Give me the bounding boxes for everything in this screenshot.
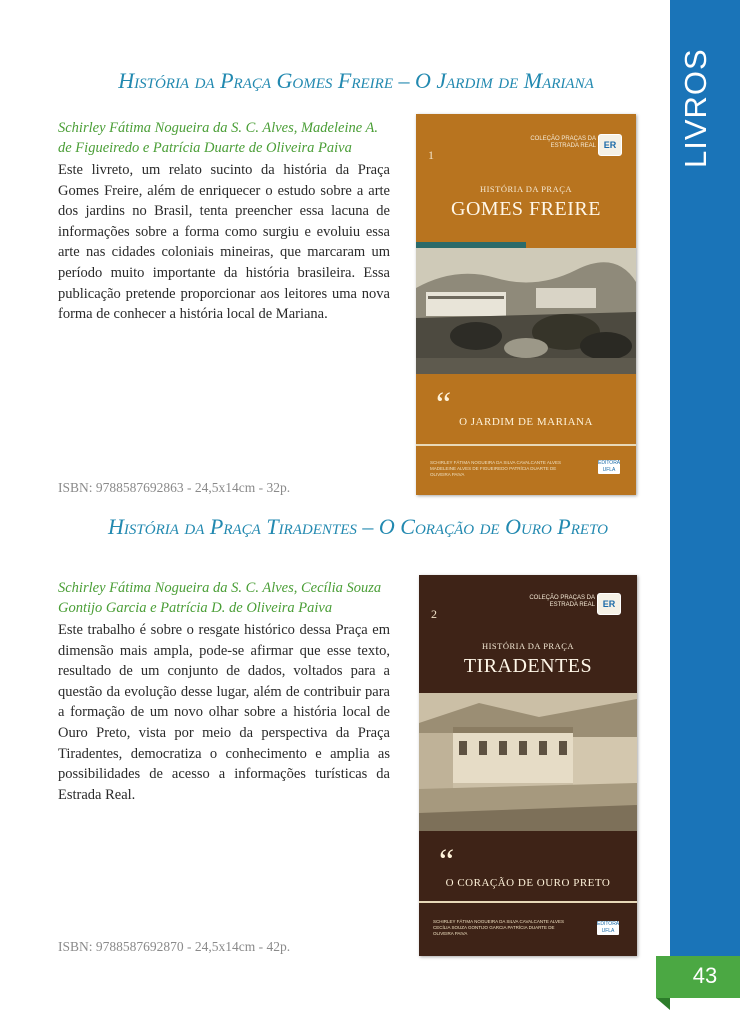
- book-1-cover: [416, 114, 636, 495]
- cover-1-rule: [416, 444, 636, 446]
- cover-2-collection: COLEÇÃO PRAÇAS DA ESTRADA REAL: [529, 595, 595, 608]
- cover-2-number: 2: [431, 607, 437, 621]
- cover-2-logo: ER: [597, 593, 621, 615]
- page-number-fold: [656, 998, 670, 1010]
- cover-1-number: 1: [428, 148, 434, 162]
- cover-2-rule: [419, 901, 637, 903]
- cover-1-logo: ER: [598, 134, 622, 156]
- cover-1-authors: SCHIRLEY FÁTIMA NOGUEIRA DA SILVA CAVALCANTE ALVES MADELEINE ALVES DE FIGUEIREDO PATRÍCIA DUARTE DE OLIVEIRA PAIVA: [430, 460, 562, 477]
- cover-1-subtitle: HISTÓRIA DA PRAÇA: [479, 184, 573, 194]
- book-2-isbn: ISBN: 9788587692870 - 24,5x14cm - 42p.: [58, 939, 291, 954]
- cover-1-collection: COLEÇÃO PRAÇAS DA ESTRADA REAL: [530, 136, 596, 149]
- book-1-isbn: ISBN: 9788587692863 - 24,5x14cm - 32p.: [58, 480, 291, 495]
- book-2-description: Este trabalho é sobre o resgate histórico dessa Praça em dimensão mais ampla, pode-se afirmar que esse texto, resultado de um conjunto de dados, voltados para a questão da evolução desse lugar, além de contribuir para a formação de um novo olhar sobre a história local de Ouro Preto, vista por meio da perspectiva da Praça Tiradentes, democratiza o conhecimento e amplia as possibilidades de acesso a informações turísticas da Estrada Real.: [58, 622, 390, 803]
- section-tab-label: LIVROS: [678, 48, 713, 168]
- cover-2-publisher: EDITORA UFLA: [597, 921, 620, 934]
- cover-2-authors: SCHIRLEY FÁTIMA NOGUEIRA DA SILVA CAVALCANTE ALVES CECÍLIA SOUZA GONTIJO GARCIA PATRÍCIA DUARTE DE OLIVEIRA PAIVA: [433, 919, 565, 936]
- book-2-authors: Schirley Fátima Nogueira da S. C. Alves, Cecília Souza Gontijo Garcia e Patrícia D. de Oliveira Paiva: [58, 580, 382, 616]
- cover-2-title: TIRADENTES: [463, 655, 593, 677]
- cover-1-photo: [416, 248, 636, 374]
- cover-2-quote-icon: “: [439, 843, 455, 880]
- cover-1-quote: O JARDIM DE MARIANA: [459, 416, 593, 428]
- book-2-title: História da Praça Tiradentes – O Coração de Ouro Preto: [108, 514, 608, 539]
- cover-2-quote: O CORAÇÃO DE OURO PRETO: [445, 877, 611, 889]
- page-number: 43: [692, 963, 718, 988]
- book-2-cover: [419, 575, 637, 956]
- cover-2-subtitle: HISTÓRIA DA PRAÇA: [481, 641, 575, 651]
- book-1-title: História da Praça Gomes Freire – O Jardim de Mariana: [118, 68, 594, 93]
- cover-1-publisher: EDITORA UFLA: [598, 460, 621, 473]
- cover-2-photo: [419, 693, 637, 831]
- cover-1-quote-icon: “: [436, 386, 452, 423]
- book-1-description: Este livreto, um relato sucinto da história da Praça Gomes Freire, além de enriquecer o estudo sobre a arte dos jardins no Brasil, tenta preencher essa lacuna de informações sobre a forma como surgiu e evoluiu essa arte nas cidades coloniais mineiras, que marcaram um período muito importante da história brasileira. Essa publicação pretende proporcionar aos leitores uma nova forma de conhecer a história local de Mariana.: [58, 162, 390, 323]
- cover-1-title: GOMES FREIRE: [451, 198, 601, 220]
- book-1-authors: Schirley Fátima Nogueira da S. C. Alves, Madeleine A. de Figueiredo e Patrícia Duarte de Oliveira Paiva: [58, 120, 379, 156]
